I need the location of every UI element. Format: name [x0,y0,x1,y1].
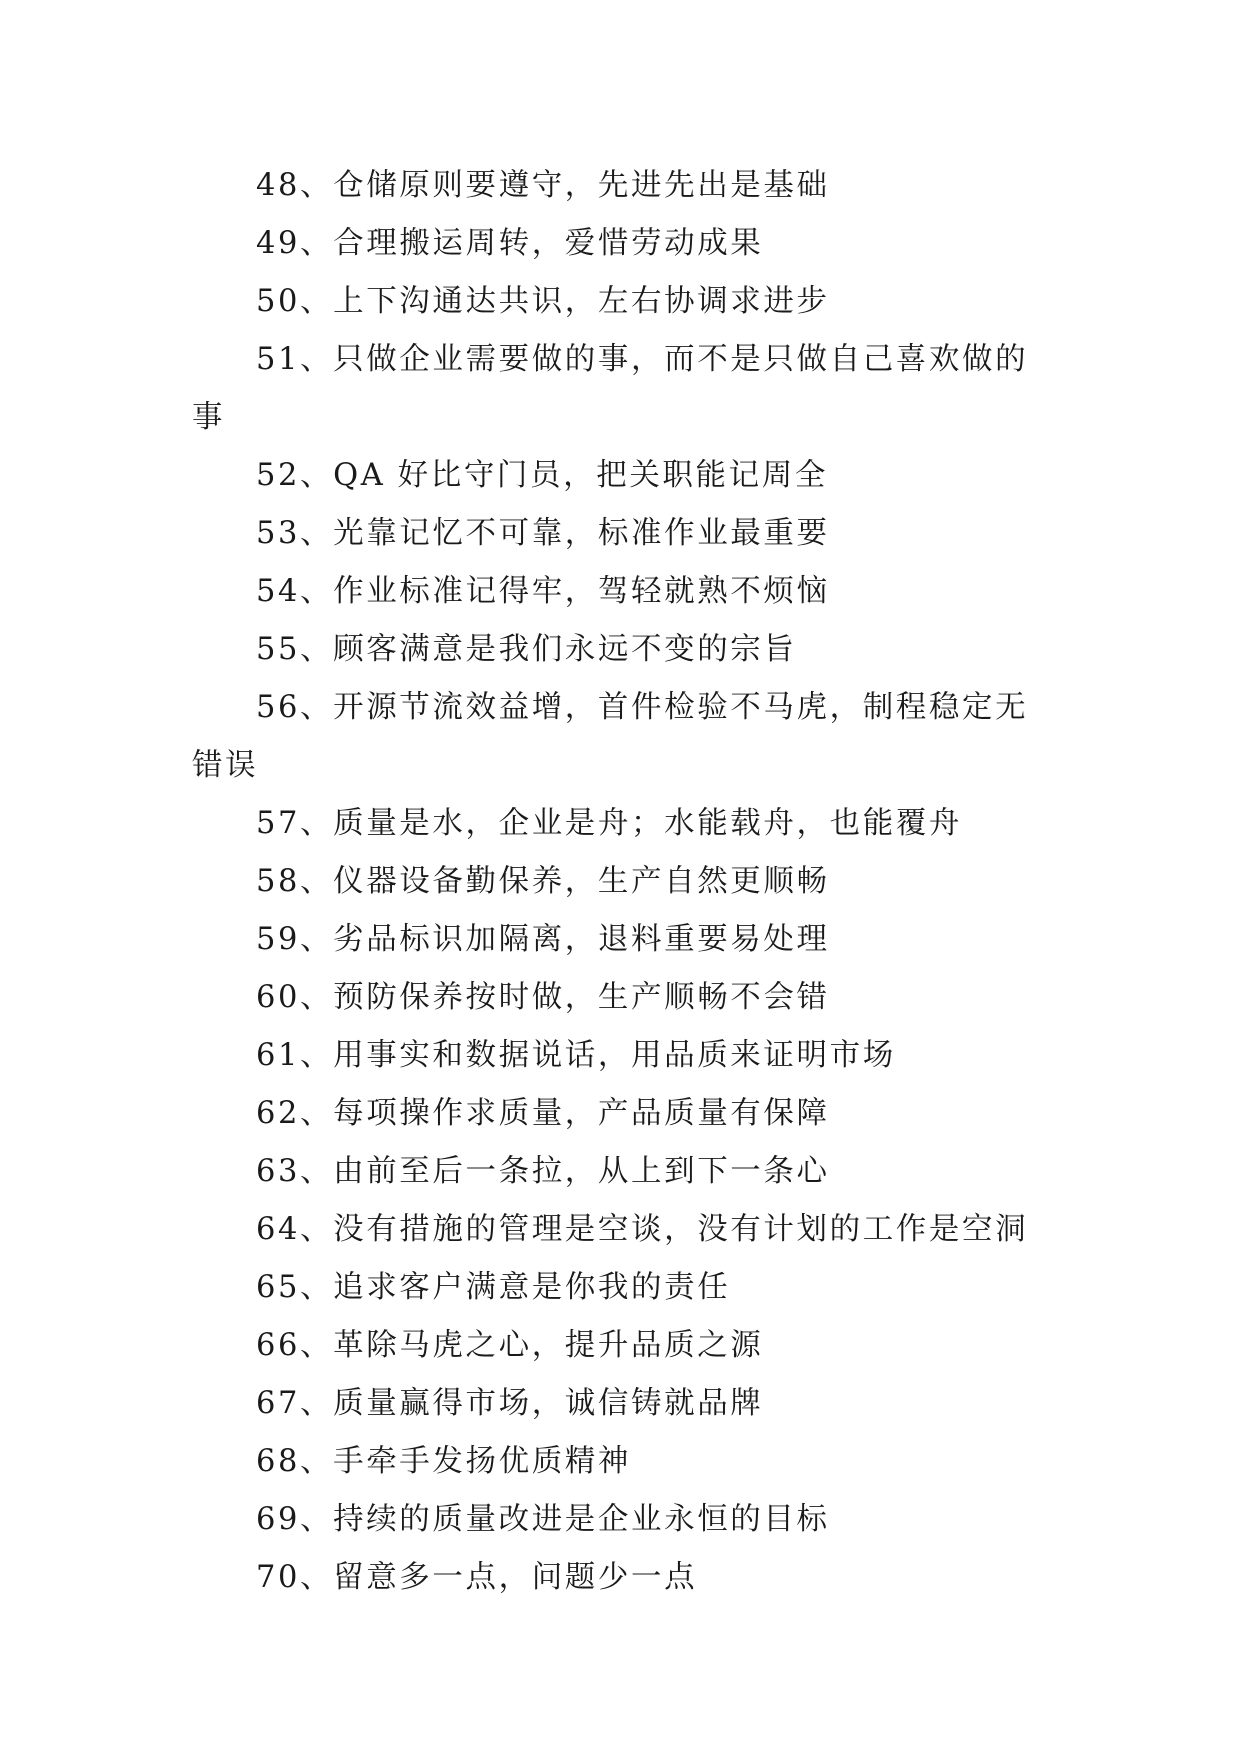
slogan-61: 61、用事实和数据说话，用品质来证明市场 [256,1038,896,1073]
slogan-52: 52、QA 好比守门员，把关职能记周全 [256,458,828,493]
slogan-58: 58、仪器设备勤保养，生产自然更顺畅 [256,864,830,899]
slogan-65: 65、追求客户满意是你我的责任 [256,1270,731,1305]
slogan-69: 69、持续的质量改进是企业永恒的目标 [256,1502,830,1537]
slogan-55: 55、顾客满意是我们永远不变的宗旨 [256,632,797,667]
slogan-64: 64、没有措施的管理是空谈，没有计划的工作是空洞 [256,1212,1029,1247]
slogan-51: 51、只做企业需要做的事，而不是只做自己喜欢做的事 [192,342,1029,435]
slogan-63: 63、由前至后一条拉，从上到下一条心 [256,1154,830,1189]
slogan-list [192,157,1054,1607]
slogan-68: 68、手牵手发扬优质精神 [256,1444,632,1479]
slogan-62: 62、每项操作求质量，产品质量有保障 [256,1096,830,1131]
slogan-57: 57、质量是水，企业是舟；水能载舟，也能覆舟 [256,806,963,841]
slogan-49: 49、合理搬运周转，爱惜劳动成果 [256,226,764,261]
slogan-66: 66、革除马虎之心，提升品质之源 [256,1328,764,1363]
slogan-70: 70、留意多一点，问题少一点 [256,1560,698,1595]
slogan-54: 54、作业标准记得牢，驾轻就熟不烦恼 [256,574,830,609]
slogan-50: 50、上下沟通达共识，左右协调求进步 [256,284,830,319]
slogan-60: 60、预防保养按时做，生产顺畅不会错 [256,980,830,1015]
slogan-56: 56、开源节流效益增，首件检验不马虎，制程稳定无错误 [192,690,1029,783]
slogan-48: 48、仓储原则要遵守，先进先出是基础 [256,168,830,203]
slogan-53: 53、光靠记忆不可靠，标准作业最重要 [256,516,830,551]
slogan-59: 59、劣品标识加隔离，退料重要易处理 [256,922,830,957]
slogan-67: 67、质量赢得市场，诚信铸就品牌 [256,1386,764,1421]
